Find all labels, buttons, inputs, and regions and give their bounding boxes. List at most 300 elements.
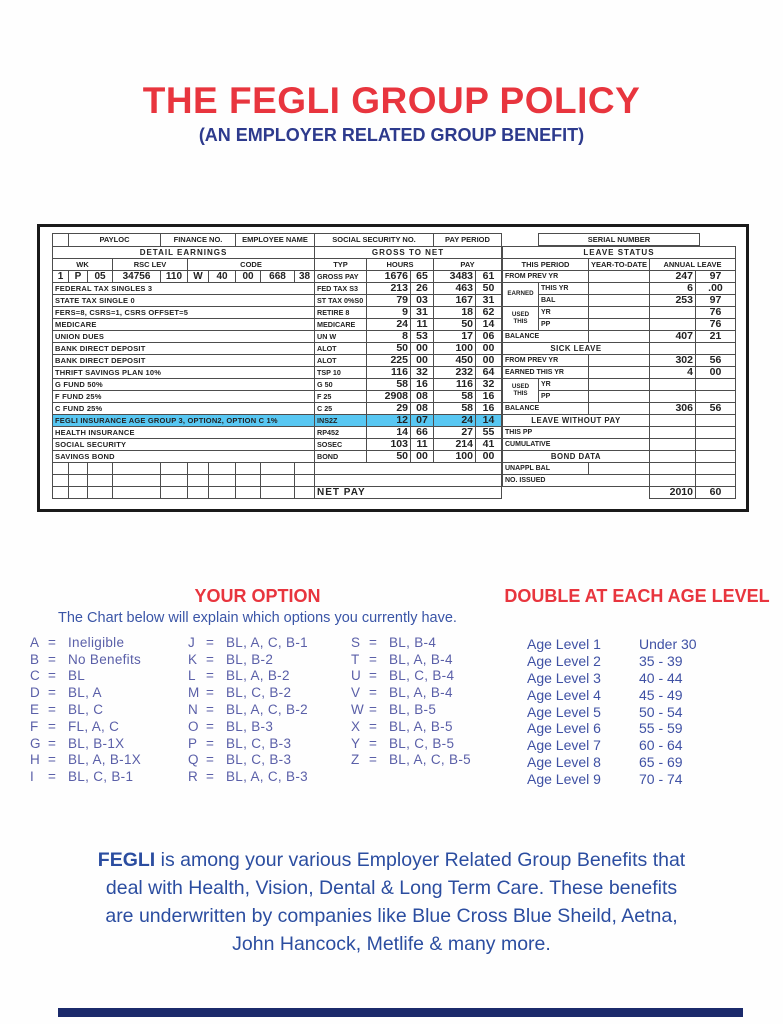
empty-cell	[69, 487, 88, 499]
empty-cell	[589, 355, 650, 367]
amount-cell: 00	[411, 451, 434, 463]
empty-cell	[649, 439, 695, 451]
equals-sign: =	[48, 634, 57, 650]
option-entry	[188, 668, 351, 685]
amount-cell: 9	[367, 307, 411, 319]
typ-cell: C 25	[315, 403, 367, 415]
option-value: BL, C, B-2	[226, 685, 292, 701]
empty-cell	[649, 307, 695, 319]
empty-cell	[236, 475, 261, 487]
option-entry	[30, 735, 188, 752]
earnings-row	[53, 343, 502, 355]
empty-cell	[69, 463, 88, 475]
amount-cell: 14	[476, 319, 502, 331]
leave-label: BAL	[539, 295, 589, 307]
leave-label: THIS	[513, 317, 528, 325]
equals-sign: =	[369, 702, 378, 718]
amount-cell: 16	[411, 379, 434, 391]
code-cell: 40	[209, 271, 236, 283]
option-entry	[30, 752, 188, 769]
option-entry	[188, 735, 351, 752]
leave-label: USED	[511, 311, 530, 319]
leave-label: PP	[539, 319, 589, 331]
age-range: 35 - 39	[639, 653, 683, 670]
row-label: BANK DIRECT DEPOSIT	[53, 343, 315, 355]
option-value: BL, A, C, B-5	[389, 752, 471, 768]
detail-earnings-header: DETAIL EARNINGS	[53, 247, 315, 259]
option-entry	[188, 684, 351, 701]
empty-cell	[695, 475, 735, 487]
pay-period-header: PAY PERIOD	[434, 234, 502, 247]
amount-cell: 32	[476, 379, 502, 391]
amount-cell: 65	[411, 271, 434, 283]
amount-cell: 16	[476, 403, 502, 415]
footer-line	[98, 849, 685, 871]
amount-cell: 100	[434, 343, 476, 355]
empty-cell	[88, 475, 113, 487]
footer-text: is among your various Employer Related Group Benefits that	[155, 849, 686, 871]
option-entry	[30, 768, 188, 785]
year-to-date-header: YEAR-TO-DATE	[589, 259, 650, 271]
age-range: 50 - 54	[639, 703, 683, 720]
empty-cell	[295, 463, 315, 475]
empty-cell	[649, 415, 695, 427]
age-row	[527, 720, 697, 737]
serial-number-box: SERIAL NUMBER	[538, 233, 700, 246]
age-row	[527, 754, 697, 771]
age-row	[527, 636, 697, 653]
equals-sign: =	[48, 752, 57, 768]
equals-sign: =	[48, 735, 57, 751]
typ-cell: RETIRE 8	[315, 307, 367, 319]
amount-cell: 450	[434, 355, 476, 367]
option-letter: Y	[351, 735, 361, 751]
amount-cell: 41	[476, 439, 502, 451]
leave-label: UNAPPL BAL	[503, 463, 589, 475]
amount-cell: 29	[367, 403, 411, 415]
age-range: 40 - 44	[639, 669, 683, 686]
leave-label: NO. ISSUED	[503, 475, 650, 487]
empty-cell	[315, 463, 502, 475]
options-title: YOUR OPTION	[194, 586, 321, 606]
option-entry	[188, 634, 351, 651]
empty-cell	[589, 307, 650, 319]
age-title: DOUBLE AT EACH AGE LEVEL	[504, 586, 770, 606]
empty-cell	[188, 475, 209, 487]
row-label: FERS=8, CSRS=1, CSRS OFFSET=5	[53, 307, 315, 319]
amount-cell: 116	[367, 367, 411, 379]
options-column	[188, 634, 351, 785]
earnings-table	[52, 233, 502, 499]
option-value: BL, C, B-3	[226, 752, 292, 768]
paystub	[37, 224, 749, 512]
typ-cell: MEDICARE	[315, 319, 367, 331]
option-value: BL, B-4	[389, 634, 437, 650]
code-row	[53, 271, 502, 283]
leave-amount: 302	[649, 355, 695, 367]
option-letter: T	[351, 651, 360, 667]
leave-label: PP	[539, 391, 589, 403]
option-value: BL, A, C, B-1	[226, 634, 308, 650]
option-entry	[351, 701, 501, 718]
empty-cell	[295, 475, 315, 487]
empty-cell	[589, 283, 650, 295]
option-value: BL, A	[68, 685, 102, 701]
leave-amount: 76	[695, 307, 735, 319]
empty-cell	[695, 343, 735, 355]
typ-cell: GROSS PAY	[315, 271, 367, 283]
empty-cell	[589, 403, 650, 415]
empty-cell	[589, 319, 650, 331]
equals-sign: =	[206, 718, 215, 734]
earnings-row	[53, 415, 502, 427]
option-entry	[351, 651, 501, 668]
earnings-row	[53, 439, 502, 451]
amount-cell: 24	[367, 319, 411, 331]
amount-cell: 3483	[434, 271, 476, 283]
amount-cell: 66	[411, 427, 434, 439]
row-label: G FUND 50%	[53, 379, 315, 391]
option-letter: F	[30, 718, 39, 734]
options-subtitle: The Chart below will explain which options you currently have.	[58, 610, 457, 626]
option-value: BL, A, C, B-3	[226, 769, 308, 785]
amount-cell: 50	[367, 343, 411, 355]
empty-cell	[649, 451, 695, 463]
leave-amount: 76	[695, 319, 735, 331]
amount-cell: 2908	[367, 391, 411, 403]
typ-cell: RP452	[315, 427, 367, 439]
option-letter: U	[351, 668, 362, 684]
option-letter: B	[30, 651, 40, 667]
empty-cell	[53, 475, 69, 487]
amount-cell: 24	[434, 415, 476, 427]
row-label: BANK DIRECT DEPOSIT	[53, 355, 315, 367]
empty-cell	[236, 487, 261, 499]
row-label: MEDICARE	[53, 319, 315, 331]
empty-cell	[261, 463, 295, 475]
amount-cell: 08	[411, 403, 434, 415]
leave-label: FROM PREV YR	[503, 271, 589, 283]
row-label: SOCIAL SECURITY	[53, 439, 315, 451]
option-value: BL, B-1X	[68, 735, 125, 751]
option-letter: M	[188, 685, 200, 701]
code-cell: 38	[295, 271, 315, 283]
equals-sign: =	[369, 651, 378, 667]
option-value: FL, A, C	[68, 718, 120, 734]
amount-cell: 58	[367, 379, 411, 391]
amount-cell: 58	[434, 391, 476, 403]
leave-label	[503, 307, 539, 331]
amount-cell: 11	[411, 439, 434, 451]
amount-cell: 213	[367, 283, 411, 295]
age-range: 65 - 69	[639, 753, 683, 770]
amount-cell: 00	[476, 355, 502, 367]
earnings-row	[53, 307, 502, 319]
option-letter: R	[188, 769, 199, 785]
leave-amount: 6	[649, 283, 695, 295]
amount-cell: 12	[367, 415, 411, 427]
amount-cell: 18	[434, 307, 476, 319]
option-value: BL, B-5	[389, 702, 437, 718]
net-pay-amount: 2010	[649, 487, 695, 499]
code-cell: W	[188, 271, 209, 283]
ssn-header: SOCIAL SECURITY NO.	[315, 234, 434, 247]
amount-cell: 103	[367, 439, 411, 451]
option-letter: S	[351, 634, 361, 650]
amount-cell: 08	[411, 391, 434, 403]
empty-cell	[589, 367, 650, 379]
typ-cell: INS2Z	[315, 415, 367, 427]
empty-cell	[209, 475, 236, 487]
option-entry	[351, 752, 501, 769]
option-letter: A	[30, 634, 40, 650]
amount-cell: 14	[476, 415, 502, 427]
empty-cell	[695, 415, 735, 427]
leave-amount: 97	[695, 271, 735, 283]
equals-sign: =	[48, 651, 57, 667]
empty-cell	[649, 343, 695, 355]
age-label: Age Level 2	[527, 653, 601, 670]
equals-sign: =	[369, 685, 378, 701]
fegli-word: FEGLI	[97, 849, 156, 871]
option-letter: E	[30, 702, 40, 718]
finance-no-header: FINANCE NO.	[161, 234, 236, 247]
empty-grid-row	[53, 475, 502, 487]
age-row	[527, 737, 697, 754]
option-entry	[351, 684, 501, 701]
equals-sign: =	[369, 634, 378, 650]
empty-cell	[209, 463, 236, 475]
leave-label: THIS YR	[539, 283, 589, 295]
empty-cell	[695, 451, 735, 463]
age-label: Age Level 5	[527, 703, 601, 720]
earnings-row	[53, 391, 502, 403]
amount-cell: 100	[434, 451, 476, 463]
option-entry	[351, 735, 501, 752]
amount-cell: 225	[367, 355, 411, 367]
amount-cell: 00	[411, 355, 434, 367]
amount-cell: 167	[434, 295, 476, 307]
option-letter: K	[188, 651, 198, 667]
empty-cell	[236, 463, 261, 475]
gross-to-net-header: GROSS TO NET	[315, 247, 502, 259]
leave-without-pay-header: LEAVE WITHOUT PAY	[503, 415, 650, 427]
empty-cell	[589, 379, 650, 391]
age-label: Age Level 1	[527, 636, 601, 653]
empty-cell	[503, 487, 650, 499]
option-entry	[30, 668, 188, 685]
code-cell: 34756	[113, 271, 161, 283]
option-value: BL, C, B-4	[389, 668, 455, 684]
option-entry	[351, 634, 501, 651]
option-entry	[30, 634, 188, 651]
net-pay-row	[53, 487, 502, 499]
option-entry	[188, 768, 351, 785]
option-entry	[188, 718, 351, 735]
row-label: THRIFT SAVINGS PLAN 10%	[53, 367, 315, 379]
option-value: BL, B-3	[226, 718, 274, 734]
empty-cell	[53, 487, 69, 499]
net-pay-amount: 60	[695, 487, 735, 499]
payloc-header: PAYLOC	[69, 234, 161, 247]
typ-cell: G 50	[315, 379, 367, 391]
option-letter: W	[351, 702, 365, 718]
empty-cell	[161, 463, 188, 475]
footer-line: deal with Health, Vision, Dental & Long Term Care. These benefits	[105, 877, 678, 899]
option-value: BL, B-2	[226, 651, 274, 667]
amount-cell: 55	[476, 427, 502, 439]
amount-cell: 32	[411, 367, 434, 379]
amount-cell: 79	[367, 295, 411, 307]
row-label: C FUND 25%	[53, 403, 315, 415]
earnings-row	[53, 427, 502, 439]
row-label: SAVINGS BOND	[53, 451, 315, 463]
equals-sign: =	[206, 735, 215, 751]
equals-sign: =	[48, 685, 57, 701]
empty-cell	[695, 391, 735, 403]
empty-cell	[161, 475, 188, 487]
wk-header: WK	[53, 259, 113, 271]
leave-amount: .00	[695, 283, 735, 295]
age-range: 70 - 74	[639, 770, 683, 787]
empty-cell	[53, 234, 69, 247]
leave-label: YR	[539, 307, 589, 319]
option-letter: O	[188, 718, 199, 734]
leave-amount: 4	[649, 367, 695, 379]
leave-amount: 21	[695, 331, 735, 343]
empty-cell	[649, 379, 695, 391]
typ-cell: ALOT	[315, 343, 367, 355]
option-value: BL	[68, 668, 86, 684]
earnings-row	[53, 283, 502, 295]
option-letter: G	[30, 735, 41, 751]
leave-label: THIS	[513, 389, 528, 397]
option-letter: Z	[351, 752, 360, 768]
amount-cell: 16	[476, 391, 502, 403]
amount-cell: 116	[434, 379, 476, 391]
code-cell: 1	[53, 271, 69, 283]
age-level-list	[527, 636, 697, 787]
age-range: 55 - 59	[639, 720, 683, 737]
empty-cell	[188, 463, 209, 475]
equals-sign: =	[48, 718, 57, 734]
option-entry	[30, 651, 188, 668]
empty-cell	[188, 487, 209, 499]
earnings-row	[53, 319, 502, 331]
amount-cell: 11	[411, 319, 434, 331]
earnings-row	[53, 403, 502, 415]
leave-amount: 97	[695, 295, 735, 307]
option-value: Ineligible	[68, 634, 125, 650]
empty-cell	[695, 427, 735, 439]
amount-cell: 62	[476, 307, 502, 319]
hours-header: HOURS	[367, 259, 434, 271]
age-row	[527, 653, 697, 670]
equals-sign: =	[206, 668, 215, 684]
page-title: THE FEGLI GROUP POLICY	[142, 80, 641, 121]
earnings-row	[53, 379, 502, 391]
leave-label: EARNED	[503, 283, 539, 307]
equals-sign: =	[369, 668, 378, 684]
row-label: FEDERAL TAX SINGLES 3	[53, 283, 315, 295]
empty-cell	[113, 463, 161, 475]
age-label: Age Level 7	[527, 737, 601, 754]
leave-label: BALANCE	[503, 403, 589, 415]
empty-cell	[695, 463, 735, 475]
equals-sign: =	[369, 718, 378, 734]
option-entry	[188, 752, 351, 769]
employee-name-header: EMPLOYEE NAME	[236, 234, 315, 247]
row-label: STATE TAX SINGLE 0	[53, 295, 315, 307]
leave-label: EARNED THIS YR	[503, 367, 589, 379]
leave-label: CUMULATIVE	[503, 439, 650, 451]
typ-cell: SOSEC	[315, 439, 367, 451]
empty-cell	[589, 271, 650, 283]
option-value: BL, A, B-5	[389, 718, 453, 734]
amount-cell: 1676	[367, 271, 411, 283]
net-pay-label: NET PAY	[315, 487, 502, 499]
age-row	[527, 686, 697, 703]
option-letter: J	[188, 634, 196, 650]
option-letter: N	[188, 702, 199, 718]
option-value: BL, C, B-5	[389, 735, 455, 751]
age-row	[527, 703, 697, 720]
amount-cell: 06	[476, 331, 502, 343]
empty-cell	[295, 487, 315, 499]
code-cell: P	[69, 271, 88, 283]
empty-cell	[209, 487, 236, 499]
option-entry	[30, 701, 188, 718]
empty-grid-row	[53, 463, 502, 475]
typ-cell: ALOT	[315, 355, 367, 367]
equals-sign: =	[369, 752, 378, 768]
option-value: BL, C, B-1	[68, 769, 134, 785]
amount-cell: 07	[411, 415, 434, 427]
amount-cell: 50	[367, 451, 411, 463]
age-label: Age Level 4	[527, 686, 601, 703]
equals-sign: =	[206, 702, 215, 718]
empty-cell	[53, 463, 69, 475]
equals-sign: =	[48, 769, 57, 785]
age-label: Age Level 3	[527, 669, 601, 686]
option-letter: I	[30, 769, 35, 785]
amount-cell: 214	[434, 439, 476, 451]
option-value: BL, A, B-4	[389, 651, 453, 667]
equals-sign: =	[206, 752, 215, 768]
pay-header: PAY	[434, 259, 502, 271]
empty-cell	[315, 475, 502, 487]
typ-cell: F 25	[315, 391, 367, 403]
amount-cell: 232	[434, 367, 476, 379]
amount-cell: 17	[434, 331, 476, 343]
option-value: No Benefits	[68, 651, 142, 667]
equals-sign: =	[369, 735, 378, 751]
amount-cell: 31	[411, 307, 434, 319]
amount-cell: 00	[411, 343, 434, 355]
leave-label: YR	[539, 379, 589, 391]
equals-sign: =	[206, 634, 215, 650]
option-entry	[30, 684, 188, 701]
leave-table	[502, 233, 736, 499]
option-letter: P	[188, 735, 198, 751]
option-letter: H	[30, 752, 41, 768]
leave-amount: 253	[649, 295, 695, 307]
option-letter: X	[351, 718, 361, 734]
empty-cell	[589, 391, 650, 403]
leave-amount: 56	[695, 403, 735, 415]
empty-cell	[161, 487, 188, 499]
bottom-bar	[58, 1008, 743, 1017]
